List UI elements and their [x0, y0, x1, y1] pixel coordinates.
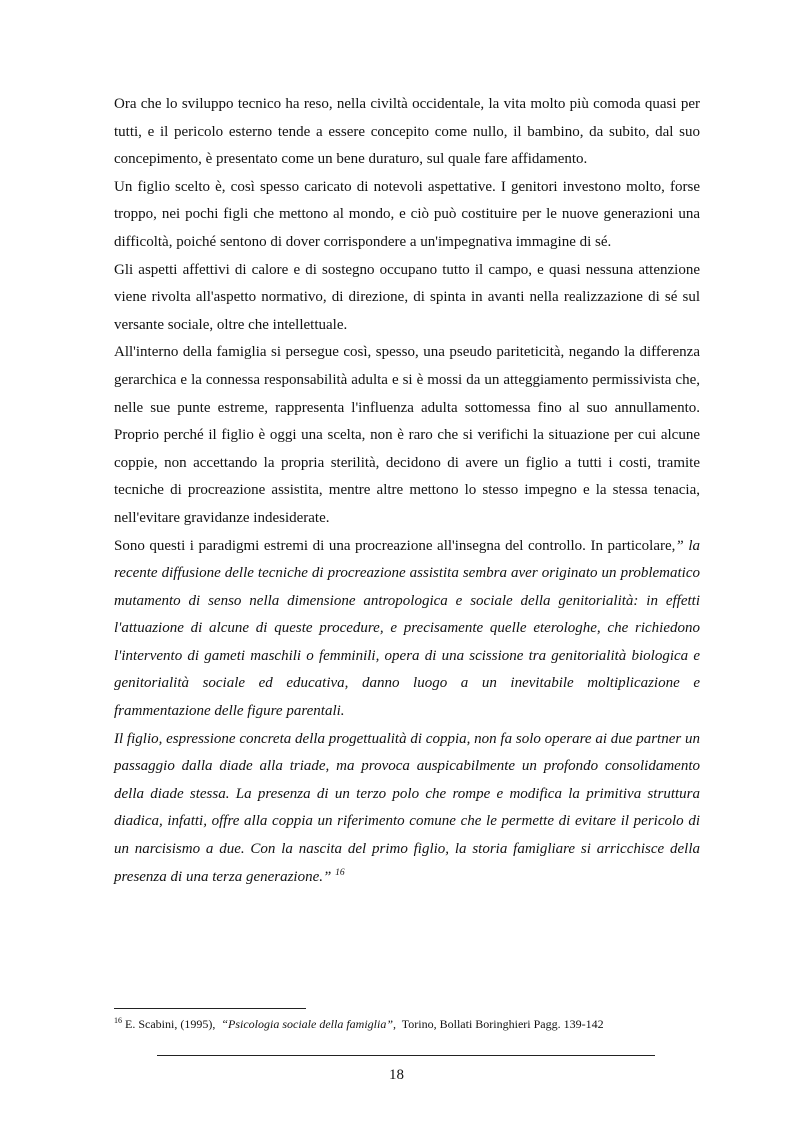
paragraph-2: Un figlio scelto è, così spesso caricato di notevoli aspettative. I genitori investono molto, forse troppo, nei pochi figli che mettono al mondo, e ciò può costituire per le nuove generazioni una difficoltà, poiché sentono di dover corrispondere a un'impegnativa immagine di sé.	[114, 178, 700, 250]
paragraph-1: Ora che lo sviluppo tecnico ha reso, nella civiltà occidentale, la vita molto più comoda quasi per tutti, e il pericolo esterno tende a essere concepito come nullo, il bambino, da subito, dal suo concepimento, è presentato come un bene duraturo, sul quale fare affidamento.	[114, 96, 700, 168]
paragraph-3: Gli aspetti affettivi di calore e di sostegno occupano tutto il campo, e quasi nessuna attenzione viene rivolta all'aspetto normativo, di direzione, di spinta in avanti nella realizzazione di sé sul versante sociale, oltre che intellettuale.	[114, 261, 700, 333]
paragraph-6	[114, 726, 700, 892]
quotation-part-1: ” la recente diffusione delle tecniche di procreazione assistita sembra aver originato un problematico mutamento di senso nella dimensione antropologica e sociale della genitorialità: in effetti l'attuazione di alcune di queste procedure, e precisamente quelle eterologhe, che richiedono l'intervento di gameti maschili o femminili, opera di una scissione tra genitorialità biologica e genitorialità sociale ed educativa, danno luogo a un inevitabile moltiplicazione e frammentazione delle figure parentali.	[114, 537, 700, 720]
footnote-reference[interactable]: 16	[335, 867, 345, 878]
paragraph-5	[114, 533, 700, 726]
body-text	[114, 91, 700, 891]
footnote-author: E. Scabini, (1995),	[125, 1017, 216, 1031]
paragraph-5-intro: Sono questi i paradigmi estremi di una procreazione all'insegna del controllo. In particolare,	[114, 537, 676, 554]
footnote-publisher: Torino, Bollati Boringhieri Pagg. 139-142	[401, 1017, 604, 1031]
quotation-part-2: Il figlio, espressione concreta della progettualità di coppia, non fa solo operare ai due partner un passaggio dalla diade alla triade, ma provoca auspicabilmente un profondo consolidamento della diade stessa. La presenza di un terzo polo che rompe e modifica la primitiva struttura diadica, infatti, offre alla coppia un riferimento comune che le permette di evitare il pericolo di un narcisismo a due. Con la nascita del primo figlio, la storia famigliare si arricchisce della presenza di una terza generazione.”	[114, 730, 700, 885]
footer-separator	[157, 1055, 655, 1056]
footnote-number: 16	[114, 1016, 122, 1025]
footnote-title: “Psicologia sociale della famiglia”,	[221, 1017, 396, 1031]
footnote-separator	[114, 1008, 306, 1009]
page-number: 18	[389, 1067, 404, 1083]
footnote	[114, 1016, 714, 1032]
paragraph-4: All'interno della famiglia si persegue così, spesso, una pseudo pariteticità, negando la differenza gerarchica e la connessa responsabilità adulta e si è mossi da un atteggiamento permissivista che, nelle sue punte estreme, rappresenta l'influenza adulta sottomessa fino al suo annullamento. Proprio perché il figlio è oggi una scelta, non è raro che si verifichi la situazione per cui alcune coppie, non accettando la propria sterilità, decidono di avere un figlio a tutti i costi, tramite tecniche di procreazione assistita, mentre altre mettono lo stesso impegno e la stessa tenacia, nell'evitare gravidanze indesiderate.	[114, 344, 700, 526]
